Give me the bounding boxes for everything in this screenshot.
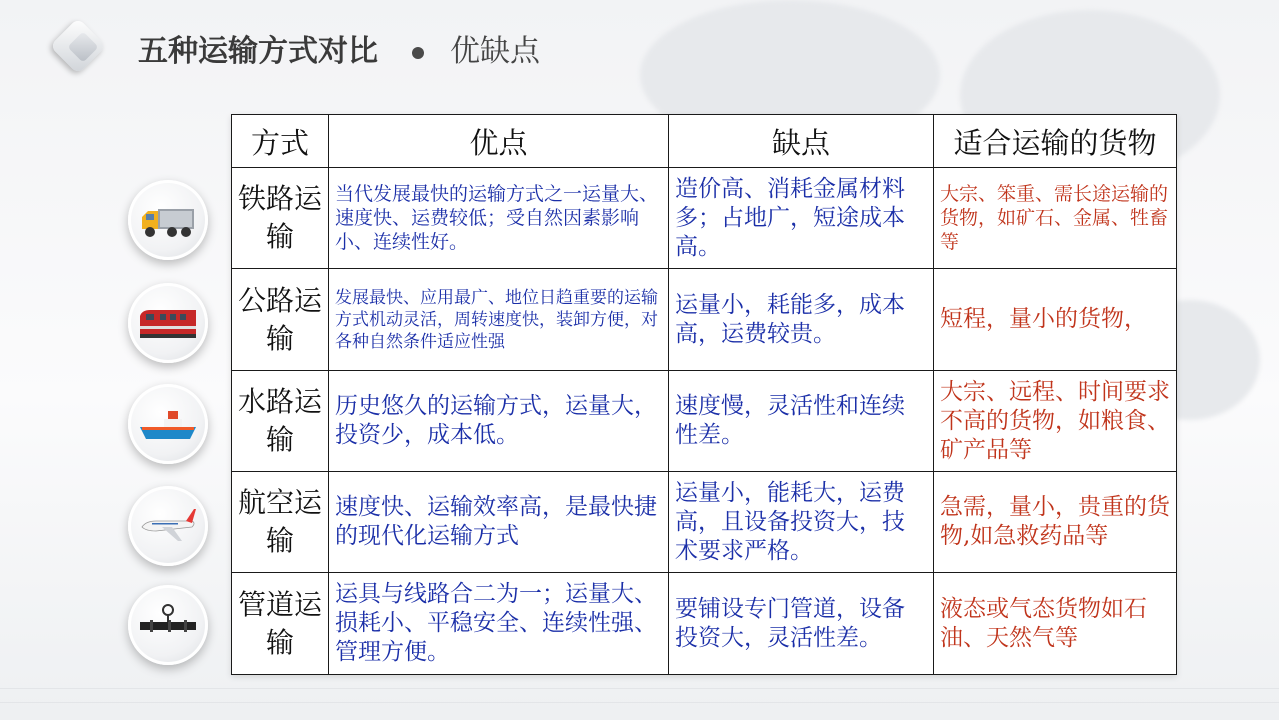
truck-icon <box>128 180 208 260</box>
cargo-cell: 大宗、笨重、需长途运输的货物，如矿石、金属、牲畜等 <box>934 168 1177 269</box>
pipeline-icon <box>128 585 208 665</box>
advantages-cell: 发展最快、应用最广、地位日趋重要的运输方式机动灵活，周转速度快，装卸方便，对各种自然条件适应性强 <box>329 269 669 371</box>
cargo-cell: 短程，量小的货物， <box>934 269 1177 371</box>
logo-diamond-icon <box>50 24 112 76</box>
mode-cell: 公路运输 <box>232 269 329 371</box>
cargo-cell: 急需，量小，贵重的货物,如急救药品等 <box>934 472 1177 573</box>
table-row <box>232 269 1177 371</box>
column-header-advantages: 优点 <box>329 115 669 168</box>
mode-cell: 航空运输 <box>232 472 329 573</box>
table-row <box>232 472 1177 573</box>
table-header-row <box>232 115 1177 168</box>
page-title <box>138 32 540 72</box>
disadvantages-cell: 要铺设专门管道，设备投资大，灵活性差。 <box>669 573 934 675</box>
column-header-mode: 方式 <box>232 115 329 168</box>
disadvantages-cell: 造价高、消耗金属材料多；占地广，短途成本高。 <box>669 168 934 269</box>
advantages-cell: 当代发展最快的运输方式之一运量大、速度快、运费较低；受自然因素影响小、连续性好。 <box>329 168 669 269</box>
table-row <box>232 371 1177 472</box>
advantages-cell: 历史悠久的运输方式，运量大，投资少，成本低。 <box>329 371 669 472</box>
advantages-cell: 运具与线路合二为一；运量大、损耗小、平稳安全、连续性强、管理方便。 <box>329 573 669 675</box>
title-separator-dot <box>412 47 424 59</box>
cargo-cell: 液态或气态货物如石油、天然气等 <box>934 573 1177 675</box>
train-icon <box>128 283 208 363</box>
mode-cell: 管道运输 <box>232 573 329 675</box>
mode-cell: 水路运输 <box>232 371 329 472</box>
disadvantages-cell: 运量小，耗能多，成本高，运费较贵。 <box>669 269 934 371</box>
mode-cell: 铁路运输 <box>232 168 329 269</box>
airplane-icon <box>128 486 208 566</box>
column-header-disadvantages: 缺点 <box>669 115 934 168</box>
background-floor-line <box>0 688 1279 689</box>
table-row <box>232 168 1177 269</box>
table-row <box>232 573 1177 675</box>
disadvantages-cell: 运量小，能耗大，运费高，且设备投资大，技术要求严格。 <box>669 472 934 573</box>
advantages-cell: 速度快、运输效率高，是最快捷的现代化运输方式 <box>329 472 669 573</box>
column-header-cargo: 适合运输的货物 <box>934 115 1177 168</box>
title-text: 五种运输方式对比 <box>138 34 378 69</box>
background-floor-line <box>0 702 1279 703</box>
cargo-cell: 大宗、远程、时间要求不高的货物，如粮食、矿产品等 <box>934 371 1177 472</box>
subtitle-text: 优缺点 <box>450 34 540 69</box>
disadvantages-cell: 速度慢，灵活性和连续性差。 <box>669 371 934 472</box>
ship-icon <box>128 384 208 464</box>
comparison-table <box>231 114 1177 675</box>
